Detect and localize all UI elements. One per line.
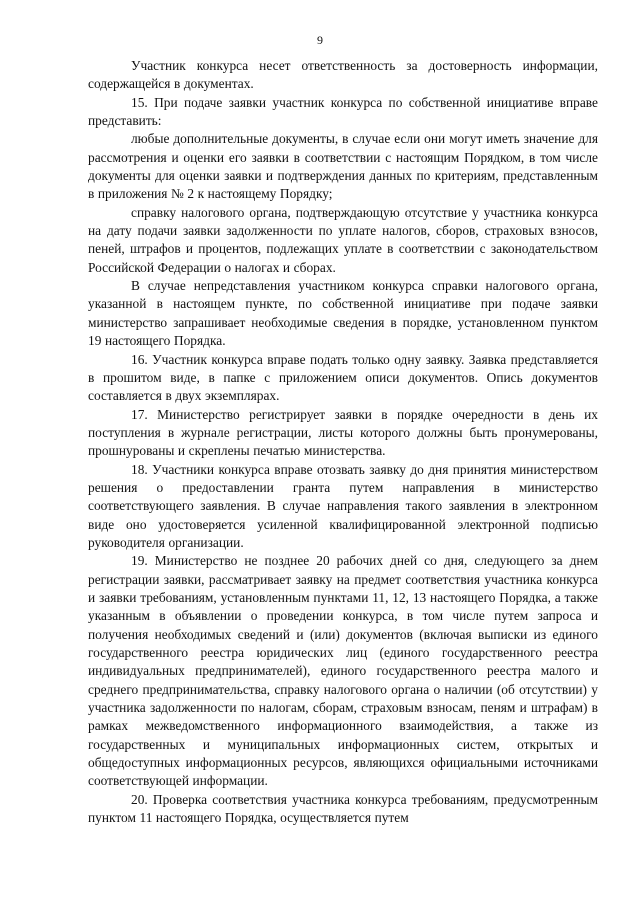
- paragraph-additional-documents: любые дополнительные документы, в случае если они могут иметь значение для рассмотрения и оценки его заявки в соответствии с настоящим Порядком, в том числе документы для оценки заявки и подтверждения данных по критериям, представленным в приложения № 2 к настоящему Порядку;: [88, 131, 598, 202]
- paragraph-item-19: 19. Министерство не позднее 20 рабочих дней со дня, следующего за днем регистрации заявки, рассматривает заявку на предмет соответствия участника конкурса и заявки требованиям, установленным пунктами 11, 12, 13 настоящего Порядка, а также указанным в объявлении о проведении конкурса, в том числе путем запроса и получения необходимых сведений и (или) документов (включая выписки из единого государственного реестра юридических лиц (единого государственного реестра индивидуальных предпринимателей), единого государственного реестра малого и среднего предпринимательства, справку налогового органа о наличии (об отсутствии) у участника задолженности по налогам, сборам, страховым взносам, пеням и штрафам) в рамках межведомственного информационного взаимодействия, а также из государственных и муниципальных информационных систем, открытых и общедоступных информационных ресурсов, являющихся официальными источниками соответствующей информации.: [88, 553, 598, 789]
- paragraph-item-18: 18. Участники конкурса вправе отозвать заявку до дня принятия министерством решения о предоставлении гранта путем направления в министерство соответствующего заявления. В случае направления такого заявления в электронном виде оно удостоверяется усиленной квалифицированной электронной подписью руководителя организации.: [88, 461, 598, 550]
- paragraph-item-17: 17. Министерство регистрирует заявки в порядке очередности в день их поступления в журнале регистрации, листы которого должны быть пронумерованы, прошнурованы и скреплены печатью министерства.: [88, 406, 598, 459]
- page-number: 9: [317, 33, 323, 47]
- paragraph-non-submission: В случае непредставления участником конкурса справки налогового органа, указанной в настоящем пункте, по собственной инициативе при подаче заявки министерство запрашивает необходимые сведения в порядке, установленном пунктом 19 настоящего Порядка.: [88, 278, 598, 349]
- paragraph-item-15: 15. При подаче заявки участник конкурса по собственной инициативе вправе представить:: [88, 94, 598, 129]
- body-text: [88, 57, 598, 827]
- paragraph-responsibility: Участник конкурса несет ответственность за достоверность информации, содержащейся в документах.: [88, 58, 598, 92]
- paragraph-item-20: 20. Проверка соответствия участника конкурса требованиям, предусмотренным пунктом 11 настоящего Порядка, осуществляется путем: [88, 791, 598, 826]
- paragraph-item-16: 16. Участник конкурса вправе подать только одну заявку. Заявка представляется в прошитом виде, в папке с приложением описи документов. Опись документов составляется в двух экземплярах.: [88, 351, 598, 404]
- paragraph-tax-certificate: справку налогового органа, подтверждающую отсутствие у участника конкурса на дату подачи заявки задолженности по уплате налогов, сборов, страховых взносов, пеней, штрафов и процентов, подлежащих уплате в соответствии с законодательством Российской Федерации о налогах и сборах.: [88, 204, 598, 275]
